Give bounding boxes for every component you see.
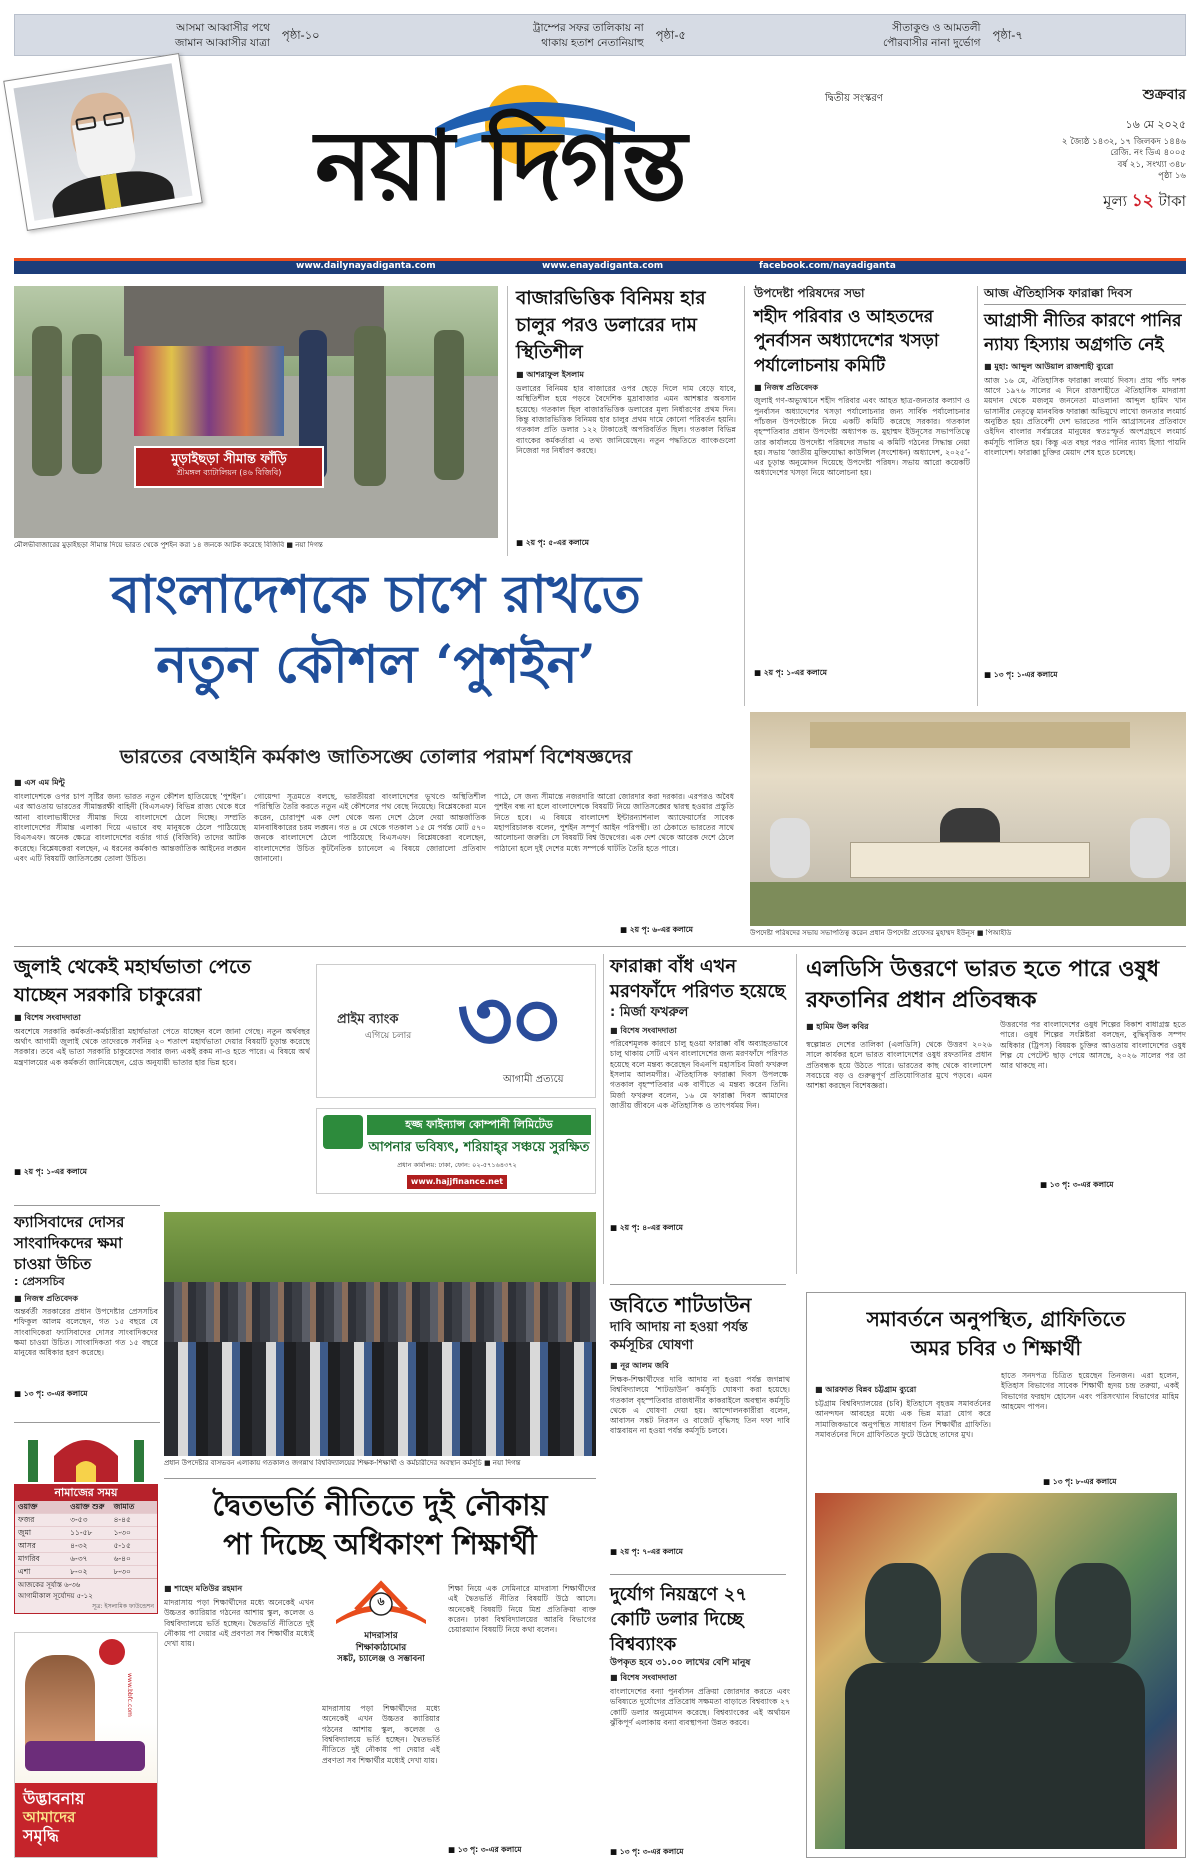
facebook-link[interactable]: facebook.com/nayadiganta — [759, 261, 896, 271]
teaser-bar — [14, 14, 1186, 56]
lead-headline-line1[interactable]: বাংলাদেশকে চাপে রাখতে — [111, 564, 641, 625]
dateline — [1016, 86, 1186, 213]
border-outpost-sign — [134, 446, 324, 488]
story-dual-col1: মাদরাসায় পড়া শিক্ষার্থীদের মধ্যে অনেকেই এখন উচ্চতর ক্যারিয়ার গঠনের আশায় স্কুল, কলেজ ও বিশ্ববিদ্যালয়ে ভর্তি হচ্ছেন। দ্বৈতভর্তি নীতিতে দুই নৌকায় পা দেয়ার এই প্রবণতা সব শিক্ষার্থীর মধ্যেই দেখা যায়। — [164, 1598, 314, 1649]
sunrise-label: আগামীকাল সূর্যোদয় — [18, 1592, 75, 1601]
story-farakka-dam[interactable] — [610, 954, 788, 1233]
sunrise-time: ৫-১২ — [76, 1592, 93, 1601]
year-issue: বর্ষ ২১, সংখ্যা ৩৪৮ — [1117, 159, 1186, 170]
headline[interactable]: শহীদ পরিবার ও আহতদের পুনর্বাসন অধ্যাদেশের খসড়া পর্যালোচনায় কমিটি — [754, 306, 939, 377]
ad-slogan — [15, 1783, 158, 1858]
teaser-1-page: পৃষ্ঠা-১০ — [281, 28, 320, 43]
sunset-label: আজকের সূর্যাস্ত — [18, 1581, 62, 1589]
ad-web[interactable]: www.bbfc.com — [126, 1673, 133, 1717]
ad-slogan-1: উদ্ভাবনায় — [23, 1789, 85, 1808]
url-bar — [14, 258, 1186, 274]
story-council[interactable] — [754, 286, 970, 678]
continued[interactable]: ■ ২য় পৃ: ৪-এর কলামে — [610, 1223, 683, 1233]
price-value: ১২ — [1131, 191, 1154, 212]
story-dual-continued[interactable]: ■ ১৩ পৃ: ৩-এর কলামে — [448, 1845, 522, 1854]
ad-logo-icon — [99, 1639, 125, 1665]
prayer-source: সূত্র: ইসলামিক ফাউন্ডেশন — [92, 1603, 154, 1611]
story-dual-col2: শিক্ষা নিয়ে এক সেমিনারে মাদরাসা শিক্ষার্থীদের এই দ্বৈতভর্তি নীতির বিষয়টি উঠে আসে। অনেকেই বিষয়টি নিয়ে মিশ্র প্রতিক্রিয়া ব্যক্ত করেন। ঢাকা বিশ্ববিদ্যালয়ের আরবি বিভাগের চেয়ারম্যান বিষয়টি নিয়ে কথা বলেন। — [448, 1584, 596, 1635]
ad-prime-sub: আগামী প্রত্যয়ে — [503, 1074, 564, 1085]
prayer-start-time: ৬-৩৭ — [70, 1554, 88, 1563]
headline[interactable]: ফ্যাসিবাদের দোসর সাংবাদিকদের ক্ষমা চাওয়া উচিত — [14, 1213, 125, 1273]
story-convocation-box[interactable] — [806, 1292, 1186, 1858]
ad-slogan-2: আমাদের — [23, 1808, 76, 1827]
story-dual-col1b: মাদরাসায় পড়া শিক্ষার্থীদের মধ্যে অনেকেই এখন উচ্চতর ক্যারিয়ার গঠনের আশায় স্কুল, কলেজ ও বিশ্ববিদ্যালয়ে ভর্তি হচ্ছেন। দ্বৈতভর্তি নীতিতে দুই নৌকায় পা দেয়ার এই প্রবণতা সব শিক্ষার্থীর মধ্যেই দেখা যায়। — [322, 1704, 440, 1765]
headline[interactable]: বাজারভিত্তিক বিনিময় হার চালুর পরও ডলারের দাম স্থিতিশীল — [516, 288, 706, 363]
lead-body-col3: পাঠে, সে জন্য সীমান্তে নজরদারি আরো জোরদার করা দরকার। এরপরও অবৈধ পুশইন বন্ধ না হলে বাংলাদেশকে বিষয়টি নিয়ে জাতিসঙ্ঘের দ্বারস্থ হওয়ার প্রস্তুতি নিতে হবে। এ বিষয়ে বাংলাদেশ ইন্টারন্যাশনাল অ্যাফেয়ার্সের সাবেক মহাপরিচালক বলেন, পুশইন সম্পূর্ণ আইন পরিপন্থী। তা ঠেকাতে ভারতের সাথে আলোচনা জরুরি। সে বিষয়টি বিশ্ব উদ্বেগের। এক দেশ থেকে আরেক দেশে ঠেলে পাঠানো হলে দুই দেশের মধ্যে সম্পর্কে ঘাটতি তৈরি হতে পারে। — [494, 792, 734, 853]
teaser-1-line1: আসমা আব্বাসীর পথে — [176, 21, 270, 34]
teaser-2-line1: ট্রাম্পের সফর তালিকায় না — [533, 21, 644, 34]
prayer-row — [15, 1539, 157, 1552]
teaser-3[interactable] — [883, 19, 1023, 53]
continued[interactable]: ■ ২য় পৃ: ৫-এর কলামে — [516, 537, 589, 547]
teaser-1-line2: জামান আব্বাসীর যাত্রা — [175, 37, 270, 49]
teaser-3-line1: সীতাকুণ্ড ও আমতলী — [892, 21, 981, 34]
outpost-name: মুড়াইছড়া সীমান্ত ফাঁড়ি — [171, 452, 287, 467]
series-line3: সঙ্কট, চ্যালেঞ্জ ও সম্ভাবনা — [337, 1653, 425, 1664]
story-ldc-col2: উত্তরণের পর বাংলাদেশের ওষুধ শিল্পের বিকাশ বাধাগ্রস্ত হতে পারে। ওষুধ শিল্পের সংশ্লিষ্টরা বলছেন, বুদ্ধিবৃত্তিক সম্পদ অধিকার (ট্রিপস) বিষয়ক চুক্তির আওতায় বাংলাদেশের ওষুধ শিল্প যে পেটেন্ট ছাড় পেয়ে আসছে, ২০২৬ সালের পর তা আর থাকছে না। — [1000, 1020, 1186, 1071]
prayer-rows — [15, 1513, 157, 1578]
series-line1: মাদরাসার — [364, 1630, 398, 1641]
continued[interactable]: ■ ১৩ পৃ: ৮-এর কলামে — [1043, 1477, 1117, 1486]
caption-text: উপদেষ্টা পরিষদের সভায় সভাপতিত্ব করেন প্রধান উপদেষ্টা প্রফেসর মুহাম্মদ ইউনূস — [750, 929, 975, 937]
story-ldc-continued[interactable]: ■ ১৩ পৃ: ৩-এর কলামে — [1040, 1180, 1114, 1189]
series-badge — [322, 1580, 440, 1698]
lead-body-col2: গোয়েন্দা সূত্রমতে বলছে, ভারতীয়রা বাংলাদেশের ভূখণ্ডে অস্থিতিশীল পরিস্থিতি তৈরি করতে নতুন এই কৌশলের পথ বেছে নিয়েছে। বিশ্লেষকেরা মনে করেন, চোরাপুশ এক দেশ থেকে অন্য দেশে ঠেলে দেয়া আন্তর্জাতিক মানবাধিকারের চরম লঙ্ঘন। গত ৪ মে থেকে গতকাল ১৫ মে পর্যন্ত মোট ৫৭০ জনকে বাংলাদেশে ঠেলে পাঠিয়েছে বিএসএফ। বিশ্লেষকেরা বলেছেন, বাংলাদেশের উচিত কূটনৈতিক চ্যানেলে এ বিষয়ে জোরালো প্রতিবাদ জানানো। — [254, 792, 486, 863]
epaper-link[interactable]: www.enayadiganta.com — [542, 261, 664, 271]
outpost-battalion: শ্রীমঙ্গল ব্যাটালিয়ন (৪৬ বিজিবি) — [176, 468, 282, 478]
teaser-2-line2: থাকায় হতাশ নেতানিয়াহু — [541, 37, 644, 49]
sunset-row — [15, 1578, 157, 1592]
website-link[interactable]: www.dailynayadiganta.com — [296, 261, 436, 271]
body: জুলাই গণ-অভ্যুত্থানে শহীদ পরিবার এবং আহত ছাত্র-জনতার কল্যাণ ও পুনর্বাসন অধ্যাদেশের খসড়া পর্যালোচনার জন্য সার্বিক পর্যালোচনার পাঁচজন উপদেষ্টাকে নিয়ে একটি কমিটি করেছে সরকার। গতকাল বৃহস্পতিবার প্রধান উপদেষ্টা অধ্যাপক ড. মুহাম্মদ ইউনূসের সভাপতিত্বে তার কার্যালয়ে উপদেষ্টা পরিষদের সভায় এ কমিটি গঠনের সিদ্ধান্ত নেয়া হয়। সভায় ‘জাতীয় মুক্তিযোদ্ধা কাউন্সিল (সংশোধন) অধ্যাদেশ, ২০২৫’-এর চূড়ান্ত অনুমোদন দিয়েছে উপদেষ্টা পরিষদ। সভায় আরো কয়েকটি অধ্যাদেশের খসড়া নিয়ে আলোচনা হয়। — [754, 396, 970, 478]
ad-bank-promo[interactable] — [14, 1632, 158, 1858]
ad-hajj-web[interactable]: www.hajjfinance.net — [407, 1175, 507, 1189]
caption-text: প্রধান উপদেষ্টার বাসভবন এলাকায় গতকালও জগন্নাথ বিশ্ববিদ্যালয়ের শিক্ষক-শিক্ষার্থী ও কর্মচারীদের অবস্থান কর্মসূচি — [164, 1459, 482, 1467]
story-dual-admission-headline[interactable] — [164, 1486, 596, 1564]
ad-hajj-title: হজ্জ ফাইন্যান্স কোম্পানী লিমিটেড — [367, 1115, 591, 1135]
founder-portrait — [14, 63, 193, 220]
prayer-times-table — [14, 1484, 158, 1614]
series-line2: শিক্ষাকাঠামোর — [355, 1642, 407, 1653]
byline: ■ হামিম উল কবির — [806, 1021, 869, 1031]
continued[interactable]: ■ ২য় পৃ: ৭-এর কলামে — [610, 1546, 683, 1556]
caption-text: মৌলভীবাজারের মুড়াইছড়া সীমান্ত দিয়ে ভারত থেকে পুশইন করা ১৪ জনকে আটক করেছে বিজিবি — [14, 541, 285, 549]
lead-byline: ■ এস এম মিন্টু — [14, 778, 65, 787]
prayer-title: নামাজের সময় — [15, 1485, 157, 1501]
story-jabi-shutdown[interactable] — [610, 1292, 790, 1557]
prayer-jamat-time: ৮-৩০ — [113, 1567, 131, 1576]
byline: ■ নিজস্ব প্রতিবেদক — [754, 382, 818, 392]
speaker: : প্রেসসচিব — [14, 1275, 65, 1288]
lead-story-headline[interactable] — [14, 560, 738, 700]
day-name: শুক্রবার — [1142, 87, 1186, 103]
byline: ■ বিশেষ সংবাদদাতা — [610, 1025, 677, 1035]
subheadline: দাবি আদায় না হওয়া পর্যন্ত কর্মসূচির ঘোষণা — [610, 1320, 748, 1354]
ad-produce-image — [25, 1741, 145, 1771]
teaser-2-page: পৃষ্ঠা-৫ — [655, 28, 686, 43]
prayer-row — [15, 1513, 157, 1526]
prayer-start-time: ৩-৫৩ — [70, 1515, 88, 1524]
byline: ■ মুহা: আব্দুল আউয়াল রাজশাহী ব্যুরো — [984, 362, 1114, 372]
continued[interactable]: ■ ২য় পৃ: ১-এর কলামে — [14, 1166, 87, 1176]
continued[interactable]: ■ ১৩ পৃ: ১-এর কলামে — [984, 669, 1058, 679]
prayer-start-time: ৮-০২ — [70, 1567, 88, 1576]
story-exchange-rate[interactable] — [516, 286, 736, 548]
prayer-name: ফজর — [18, 1515, 35, 1524]
headline-line2[interactable]: অমর চবির ৩ শিক্ষার্থী — [910, 1336, 1082, 1360]
body-col2: হাতে সনদপত্র চিত্রিত হয়েছেন তিনজন। এরা হলেন, ইতিহাস বিভাগের সাবেক শিক্ষার্থী হৃদয় চন্দ্র তরুয়া, একই বিভাগের ফরহাদ হোসেন এবং পরিসংখ্যান বিভাগের মাহিম আহমেদ পাপন। — [1001, 1371, 1179, 1411]
prayer-header-waqt: ওয়াক্ত — [18, 1502, 38, 1511]
continued[interactable]: ■ ২য় পৃ: ১-এর কলামে — [754, 668, 827, 678]
date-gregorian: ১৬ মে ২০২৫ — [1125, 118, 1186, 132]
prayer-header-jamat: জামাত — [113, 1502, 135, 1511]
body: পরিবেশমূলক কারণে চালু হওয়া ফারাক্কা বাঁধ অব্যাহতভাবে চালু থাকায় সেটি এখন বাংলাদেশের জন্য মরণফাঁদে পরিণত হয়েছে বলে মন্তব্য করেছেন বিএনপি মহাসচিব মির্জা ফখরুল ইসলাম আলমগীর। ঐতিহাসিক ফারাক্কা দিবস উপলক্ষে গতকাল বৃহস্পতিবার এক বাণীতে এ মন্তব্য করেন তিনি। মির্জা ফখরুল বলেন, ১৬ মে ফারাক্কা দিবস আমাদের জাতীয় জীবনে এক ঐতিহাসিক ও তাৎপর্যময় দিন। — [610, 1039, 788, 1110]
registration-no: রেজি. নং ডিএ ৪০০৫ — [1110, 148, 1186, 159]
page-count: পৃষ্ঠা ১৬ — [1158, 171, 1186, 182]
body: অবশেষে সরকারি কর্মকর্তা-কর্মচারীরা মহার্ঘভাতা পেতে যাচ্ছেন বলে জানা গেছে। নতুন অর্থবছর অর্থাৎ আগামী জুলাই থেকে তাদেরকে সর্বনিম্ন ২০ শতাংশ মহার্ঘভাতা দেয়ার বিষয়টি চূড়ান্ত করেছে সরকার। তবে এই ভাতা সরকারি চাকুরেদের সবার জন্য একই রকম না-ও হতে পারে। এ বিষয়ে অর্থ মন্ত্রণালয়ের এক কর্মকর্তা জানিয়েছেন, গ্রেড অনুযায়ী ভাতার হার ভিন্ন হবে। — [14, 1026, 310, 1067]
headline-line1[interactable]: সমাবর্তনে অনুপস্থিত, গ্রাফিতিতে — [866, 1307, 1126, 1331]
ad-hajj-slogan: আপনার ভবিষ্যৎ, শরিয়াহ্‌র সঞ্চয়ে সুরক্ষিত — [368, 1140, 590, 1155]
prayer-jamat-time: ৬-৪০ — [113, 1554, 131, 1563]
prayer-start-time: ৪-৩২ — [70, 1541, 88, 1550]
ad-prime-tag: এগিয়ে চলার — [365, 1031, 412, 1041]
price-label: মূল্য — [1103, 192, 1127, 211]
story-farakka-day[interactable] — [984, 286, 1186, 680]
speaker: : মির্জা ফখরুল — [610, 1005, 689, 1021]
edition-label: দ্বিতীয় সংস্করণ — [825, 93, 883, 104]
kicker: উপদেষ্টা পরিষদের সভা — [754, 286, 865, 300]
kicker: আজ ঐতিহাসিক ফারাক্কা দিবস — [984, 286, 1186, 305]
prayer-jamat-time: ১-৩০ — [113, 1528, 131, 1537]
series-number: ৬ — [377, 1595, 385, 1608]
story-press-secretary[interactable] — [14, 1212, 158, 1399]
teaser-3-page: পৃষ্ঠা-৭ — [992, 28, 1023, 43]
continued[interactable]: ■ ১৩ পৃ: ৩-এর কলামে — [14, 1389, 88, 1399]
byline: ■ নিজস্ব প্রতিবেদক — [14, 1293, 78, 1303]
lead-subheadline: ভারতের বেআইনি কর্মকাণ্ড জাতিসঙ্ঘে তোলার পরামর্শ বিশেষজ্ঞদের — [119, 746, 633, 768]
body: আজ ১৬ মে, ঐতিহাসিক ফারাক্কা লংমার্চ দিবস। প্রায় পাঁচ দশক আগে ১৯৭৬ সালের এ দিনে রাজশাহীতে ঐতিহাসিক মাদরাসা ময়দান থেকে মজলুম জননেতা মাওলানা আব্দুল হামিদ খান ভাসানীর নেতৃত্বে মানববিক ফারাক্কা অভিমুখে লাখো জনতার লংমার্চ অনুষ্ঠিত হয়। প্রতিবেশী দেশ ভারতের পানি আগ্রাসনের প্রতিবাদে ওইদিন বাংলার সর্বস্তরের মানুষের স্বতঃস্ফূর্ত অংশগ্রহণে লংমার্চ কর্মসূচি পালিত হয়। কিন্তু এত বছর পরও পানির ন্যায্য হিস্যা পায়নি বাংলাদেশ। ফারাক্কা চুক্তির মেয়াদ শেষ হতে চলেছে। — [984, 375, 1186, 457]
body: বাংলাদেশের বন্যা পুনর্বাসন প্রক্রিয়া জোরদার করতে এবং ভবিষ্যতে দুর্যোগের প্রতিরোধ সক্ষমতা বাড়াতে বিশ্বব্যাংক ২৭ কোটি ডলার অনুমোদন করেছে। বিশ্বব্যাংকের এই অর্থায়ন ঝুঁকিপূর্ণ এলাকায় বন্যা ব্যবস্থাপনা উন্নত করবে। — [610, 1686, 790, 1727]
photo-border-guard[interactable] — [14, 286, 498, 538]
byline: ■ আরফাত বিন্নব চট্টগ্রাম ব্যুরো — [815, 1385, 917, 1394]
headline[interactable]: আগ্রাসী নীতির কারণে পানির ন্যায্য হিস্যায় অগ্রগতি নেই — [984, 310, 1182, 356]
logo-title: নয়া দিগন্ত — [314, 109, 686, 222]
ad-hajj-address: প্রধান কার্যালয়: ঢাকা, ফোন: ০২-৫৭১৬৪৩৭২ — [397, 1161, 517, 1169]
ad-farmer-image — [25, 1655, 95, 1751]
story-dearness-allowance[interactable] — [14, 954, 310, 1177]
lead-continued[interactable]: ■ ২য় পৃ: ৬-এর কলামে — [620, 925, 693, 934]
sunset-time: ৬-৩৬ — [64, 1581, 81, 1589]
date-alt: ২ জ্যৈষ্ঠ ১৪৩২, ১৭ জিলকদ ১৪৪৬ — [1061, 136, 1186, 147]
prayer-row — [15, 1526, 157, 1539]
lead-body-col1: বাংলাদেশকে ওপর চাপ সৃষ্টির জন্য ভারত নতুন কৌশল হাতিয়েছে ‘পুশইন’। এর আওতায় ভারতের সীমান্তরক্ষী বাহিনী (বিএসএফ) বিভিন্ন রাজ্য থেকে ধরে আনা বাংলাভাষীদের সীমান্ত দিয়ে বাংলাদেশে ঠেলে দিচ্ছে। সম্প্রতি বাংলাদেশের সীমান্ত এলাকা দিয়ে এভাবে বহু মানুষকে ঠেলে পাঠিয়েছে বিএসএফ। অনেক ক্ষেত্রে বাংলাদেশের বর্ডার গার্ড (বিজিবি) তাদের আটক করেছে। বিশ্লেষকেরা বলছেন, এ ধরনের কর্মকাণ্ড আন্তর্জাতিক আইনের লঙ্ঘন এবং এটি বিষয়টি জাতিসঙ্ঘে তোলা উচিত। — [14, 792, 246, 863]
teaser-3-line2: পৌরবাসীর নানা দুর্ভোগ — [883, 37, 981, 49]
ad-prime-number: ৩০ — [457, 971, 561, 1071]
sunrise-row — [15, 1592, 157, 1603]
photo-border-guard-caption — [14, 541, 498, 550]
headline[interactable]: এলডিসি উত্তরণে ভারত হতে পারে ওষুধ রফতানির প্রধান প্রতিবন্ধক — [806, 956, 1160, 1013]
headline[interactable]: জুলাই থেকেই মহার্ঘভাতা পেতে যাচ্ছেন সরকারি চাকুরেরা — [14, 956, 251, 1006]
caption-credit: ■ নয়া দিগন্ত — [286, 541, 323, 549]
byline: ■ বিশেষ সংবাদদাতা — [14, 1013, 81, 1023]
mosque-graphic — [14, 1430, 158, 1482]
founder-portrait-frame — [3, 53, 203, 231]
prayer-name: আসর — [18, 1541, 36, 1550]
headline[interactable]: জবিতে শাটডাউন — [610, 1293, 752, 1317]
body-col1: চট্টগ্রাম বিশ্ববিদ্যালয়ের (চবি) ইতিহাসে বৃহত্তম সমাবর্তনের আনন্দঘন আবহের মধ্যে এক ভিন্ন মাত্রা যোগ করে সামাজিকভাবে অনুপস্থিত সাধারণ তিন শিক্ষার্থীর গ্রাফিতি। সমাবর্তনের দিনে গ্রাফিতিতে ফুটে উঠেছে তাদের মুখ। — [815, 1399, 991, 1439]
photo-protest-crowd-caption — [164, 1459, 596, 1468]
ad-hajj-finance[interactable] — [316, 1108, 596, 1194]
continued[interactable]: ■ ১৩ পৃ: ৩-এর কলামে — [610, 1846, 684, 1856]
prayer-row — [15, 1552, 157, 1565]
photo-advisory-meeting[interactable] — [750, 712, 1186, 926]
price — [1016, 190, 1186, 212]
prayer-name: জুমা — [18, 1528, 32, 1537]
headline-line1[interactable]: দ্বৈতভর্তি নীতিতে দুই নৌকায় — [212, 1488, 548, 1522]
ad-slogan-3: সমৃদ্ধি — [23, 1826, 59, 1846]
story-dual-byline: ■ শাহেদ মতিউর রহমান — [164, 1584, 243, 1593]
photo-graffiti[interactable] — [815, 1493, 1177, 1849]
headline[interactable]: ফারাক্কা বাঁধ এখন মরণফাঁদে পরিণত হয়েছে — [610, 956, 786, 1003]
hajj-logo-icon — [323, 1115, 363, 1149]
teaser-1[interactable] — [175, 19, 320, 53]
prayer-name: মাগরিব — [18, 1554, 40, 1563]
body: অন্তর্বর্তী সরকারের প্রধান উপদেষ্টার প্রেসসচিব শফিকুল আলম বলেছেন, গত ১৫ বছরে যে সাংবাদিকেরা ফ্যাসিবাদের দোসর সাংবাদিকদের ক্ষমা চাওয়া উচিত। সাংবাদিকতা গত ১৫ বছরে মানুষের অধিকার হরণ করেছে। — [14, 1307, 158, 1358]
prayer-start-time: ১১-৫৮ — [70, 1528, 93, 1537]
prayer-name: এশা — [18, 1567, 31, 1576]
prayer-row — [15, 1565, 157, 1578]
caption-credit: ■ নয়া দিগন্ত — [483, 1459, 521, 1467]
subheadline: উপকৃত হবে ৩১.০০ লাখের বেশি মানুষ — [610, 1657, 751, 1668]
body: ডলারের বিনিময় হার বাজারের ওপর ছেড়ে দিলে দাম বেড়ে যাবে, অস্থিতিশীল হয়ে পড়বে বৈদেশিক মুদ্রাবাজার এমন আশঙ্কার অবসান হয়েছে। গতকাল ছিল বাজারভিত্তিক ডলারের মূল্য নির্ধারণের প্রথম দিন। কিন্তু বাজারভিত্তিক বিনিময় হার চালুর প্রথম দামে কোনো পরিবর্তন হয়নি। গতকাল প্রতি ডলার ১২২ টাকাতেই অপরিবর্তিত ছিল। গতকাল বিভিন্ন ব্যাংকের কর্মকর্তারা এ তথ্য জানিয়েছেন। নতুন পদ্ধতিতে ব্যাংকগুলো নিজেরা দর নির্ধারণ করছে। — [516, 383, 736, 455]
byline: ■ নূর আলম জবি — [610, 1361, 669, 1371]
story-world-bank[interactable] — [610, 1582, 790, 1857]
photo-advisory-meeting-caption — [750, 929, 1186, 938]
prayer-header — [15, 1501, 157, 1513]
prayer-jamat-time: ৪-৪৫ — [113, 1515, 131, 1524]
caption-credit: ■ পিআইডি — [976, 929, 1012, 937]
byline: ■ আশরাফুল ইসলাম — [516, 370, 584, 380]
story-ldc-col1: স্বল্পোন্নত দেশের তালিকা (এলডিসি) থেকে উত্তরণ ২০২৬ সালে কার্যকর হলে ভারত বাংলাদেশের ওষুধ রফতানির প্রধান প্রতিবন্ধক হয়ে উঠতে পারে। ভারতের কাছ থেকে বাংলাদেশ সবচেয়ে বড় ও গুরুত্বপূর্ণ প্রতিযোগিতার মুখে পড়বে। এমন আশঙ্কা করছেন বিশেষজ্ঞরা। — [806, 1040, 992, 1091]
headline-line2[interactable]: পা দিচ্ছে অধিকাংশ শিক্ষার্থী — [223, 1527, 537, 1562]
headline[interactable]: দুর্যোগ নিয়ন্ত্রণে ২৭ কোটি ডলার দিচ্ছে বিশ্বব্যাংক — [610, 1584, 748, 1656]
prayer-jamat-time: ৫-১৫ — [113, 1541, 131, 1550]
prayer-header-start: ওয়াক্ত শুরু — [70, 1502, 105, 1511]
teaser-2[interactable] — [533, 19, 686, 53]
price-unit: টাকা — [1158, 192, 1186, 211]
newspaper-logo[interactable] — [240, 70, 760, 240]
ad-prime-bank[interactable] — [316, 964, 596, 1098]
lead-headline-line2[interactable]: নতুন কৌশল ‘পুশইন’ — [156, 634, 596, 696]
body: শিক্ষক-শিক্ষার্থীদের দাবি আদায় না হওয়া পর্যন্ত জগন্নাথ বিশ্ববিদ্যালয়ে ‘শাটডাউন’ কর্মসূচি ঘোষণা করা হয়েছে। গতকাল বৃহস্পতিবার রাজধানীর কাকরাইলে অবস্থান কর্মসূচি থেকে এ ঘোষণা দেয়া হয়। আন্দোলনকারীরা বলেন, আবাসন সঙ্কট নিরসন ও বাজেট বৃদ্ধিসহ তিন দফা দাবি বাস্তবায়ন না হওয়া পর্যন্ত কর্মসূচি চলবে। — [610, 1374, 790, 1436]
ad-prime-brand: প্রাইম ব্যাংক — [337, 1012, 399, 1027]
photo-protest-crowd[interactable] — [164, 1212, 596, 1456]
byline: ■ বিশেষ সংবাদদাতা — [610, 1673, 677, 1683]
